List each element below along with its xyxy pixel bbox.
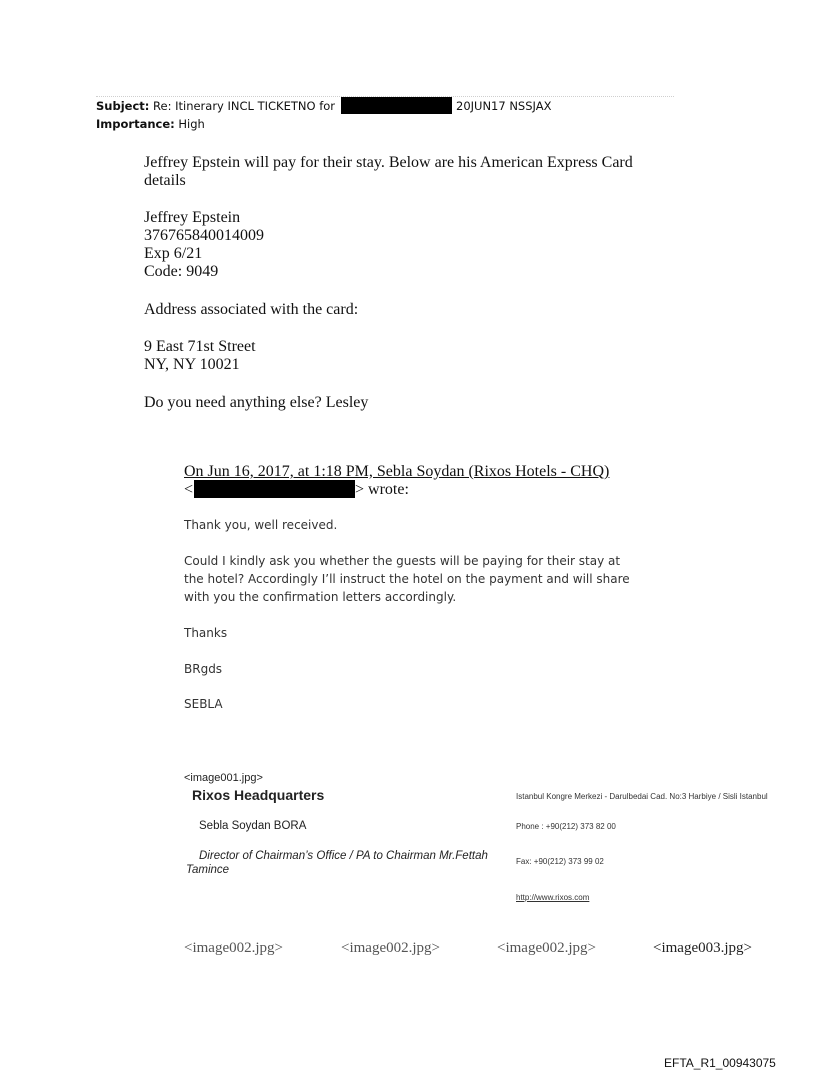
address-label: Address associated with the card: <box>144 301 359 318</box>
card-number: 376765840014009 <box>144 227 264 244</box>
signature-title-line2: Tamince <box>186 864 230 876</box>
quoted-name: SEBLA <box>184 697 223 711</box>
importance-line <box>96 117 205 131</box>
attribution-text: On Jun 16, 2017, at 1:18 PM, Sebla Soydan (Rixos Hotels - CHQ) <box>184 463 610 480</box>
signature-fax: Fax: +90(212) 373 99 02 <box>516 857 604 866</box>
attribution-open: < <box>184 481 194 498</box>
attribution-line <box>184 463 609 481</box>
redaction-subject <box>341 97 452 114</box>
quoted-p1: Thank you, well received. <box>184 518 338 532</box>
image-placeholder-1: <image002.jpg> <box>184 940 283 956</box>
quoted-thanks: Thanks <box>184 626 228 640</box>
subject-label: Subject: <box>96 99 150 113</box>
card-code: Code: 9049 <box>144 263 219 280</box>
subject-line <box>96 99 335 113</box>
message-line-2: details <box>144 172 186 189</box>
card-exp: Exp 6/21 <box>144 245 203 262</box>
importance-label: Importance: <box>96 117 175 131</box>
quoted-p2-line2: the hotel? Accordingly I’ll instruct the hotel on the payment and will share <box>184 572 630 586</box>
message-line-1: Jeffrey Epstein will pay for their stay. Below are his American Express Card <box>144 154 633 171</box>
signature-website-link[interactable]: http://www.rixos.com <box>516 893 590 902</box>
signature-image-placeholder: <image001.jpg> <box>184 772 263 784</box>
subject-tail: 20JUN17 NSSJAX <box>456 99 552 113</box>
attribution-close: > wrote: <box>355 481 409 498</box>
signature-company: Rixos Headquarters <box>192 787 325 803</box>
card-name: Jeffrey Epstein <box>144 209 241 226</box>
signature-address: Istanbul Kongre Merkezi - Darulbedai Cad. No:3 Harbiye / Sisli Istanbul <box>516 792 768 801</box>
image-placeholder-3: <image002.jpg> <box>497 940 596 956</box>
redaction-email <box>194 480 355 498</box>
quoted-p2-line1: Could I kindly ask you whether the guests will be paying for their stay at <box>184 554 621 568</box>
closing-line: Do you need anything else? Lesley <box>144 394 369 411</box>
image-placeholder-2: <image002.jpg> <box>341 940 440 956</box>
image-placeholder-4: <image003.jpg> <box>653 940 752 956</box>
address-line-1: 9 East 71st Street <box>144 338 256 355</box>
signature-title-line1: Director of Chairman’s Office / PA to Chairman Mr.Fettah <box>199 850 488 862</box>
document-id: EFTA_R1_00943075 <box>664 1056 776 1070</box>
signature-person: Sebla Soydan BORA <box>199 820 307 832</box>
address-line-2: NY, NY 10021 <box>144 356 240 373</box>
signature-phone: Phone : +90(212) 373 82 00 <box>516 822 616 831</box>
quoted-brgds: BRgds <box>184 662 223 676</box>
importance-value: High <box>178 117 205 131</box>
quoted-p2-line3: with you the confirmation letters accordingly. <box>184 590 457 604</box>
subject-text: Re: Itinerary INCL TICKETNO for <box>153 99 336 113</box>
